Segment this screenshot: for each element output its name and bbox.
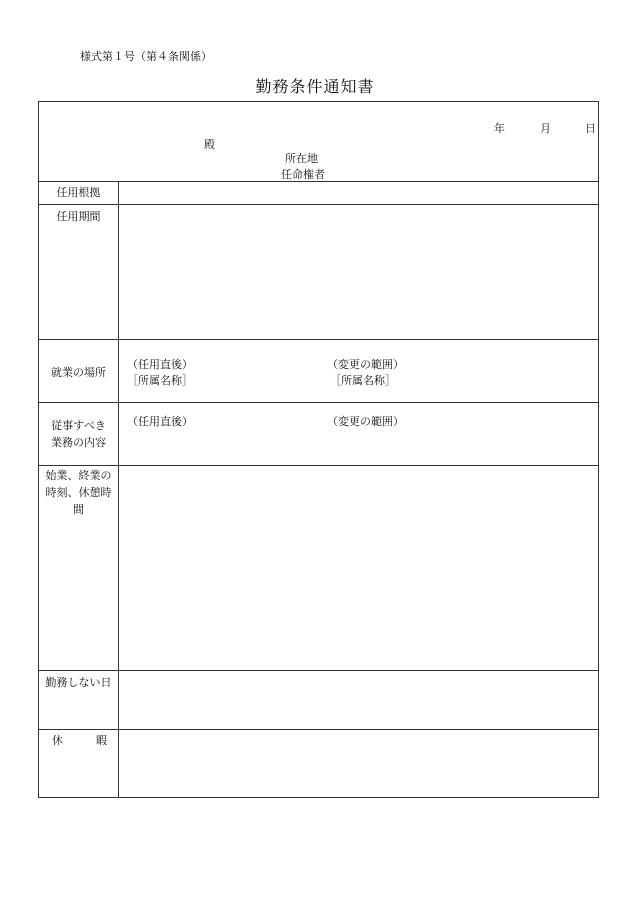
work-hours-label-line: 始業、終業の bbox=[45, 469, 112, 482]
row-divider bbox=[39, 339, 598, 340]
notice-form-table bbox=[38, 101, 599, 798]
duties-initial-label: （任用直後） bbox=[127, 415, 193, 428]
appointer-label: 任命権者 bbox=[281, 168, 325, 181]
workplace-change-range-label: （変更の範囲） bbox=[327, 358, 404, 371]
appointment-period-label: 任用期間 bbox=[56, 210, 101, 223]
date-day: 日 bbox=[585, 122, 596, 135]
document-title: 勤務条件通知書 bbox=[255, 77, 375, 96]
row-divider bbox=[39, 670, 598, 671]
row-divider bbox=[39, 729, 598, 730]
workplace-label: 就業の場所 bbox=[51, 366, 106, 379]
date-month: 月 bbox=[540, 122, 551, 135]
addressee-suffix: 殿 bbox=[204, 138, 215, 151]
duties-change-range-label: （変更の範囲） bbox=[327, 415, 404, 428]
date-year: 年 bbox=[494, 122, 505, 135]
days-off-label: 勤務しない日 bbox=[45, 676, 112, 689]
address-label: 所在地 bbox=[285, 152, 318, 165]
row-divider bbox=[39, 402, 598, 403]
workplace-dept-label-left: ［所属名称］ bbox=[127, 374, 193, 387]
duties-label-line: 従事すべき bbox=[51, 419, 106, 432]
appointment-basis-label: 任用根拠 bbox=[56, 186, 101, 199]
leave-label-char: 休 bbox=[52, 734, 63, 747]
row-divider bbox=[39, 204, 598, 205]
duties-label-line: 業務の内容 bbox=[51, 436, 106, 449]
duties-label bbox=[39, 417, 118, 451]
work-hours-label-line: 間 bbox=[73, 503, 84, 516]
leave-label-char: 暇 bbox=[96, 734, 107, 747]
work-hours-label-line: 時刻、休憩時 bbox=[45, 486, 112, 499]
workplace-initial-label: （任用直後） bbox=[127, 358, 193, 371]
label-column-divider bbox=[118, 181, 119, 797]
workplace-dept-label-right: ［所属名称］ bbox=[330, 374, 396, 387]
form-number: 様式第１号（第４条関係） bbox=[80, 50, 212, 63]
row-divider bbox=[39, 465, 598, 466]
work-hours-label bbox=[39, 467, 118, 518]
